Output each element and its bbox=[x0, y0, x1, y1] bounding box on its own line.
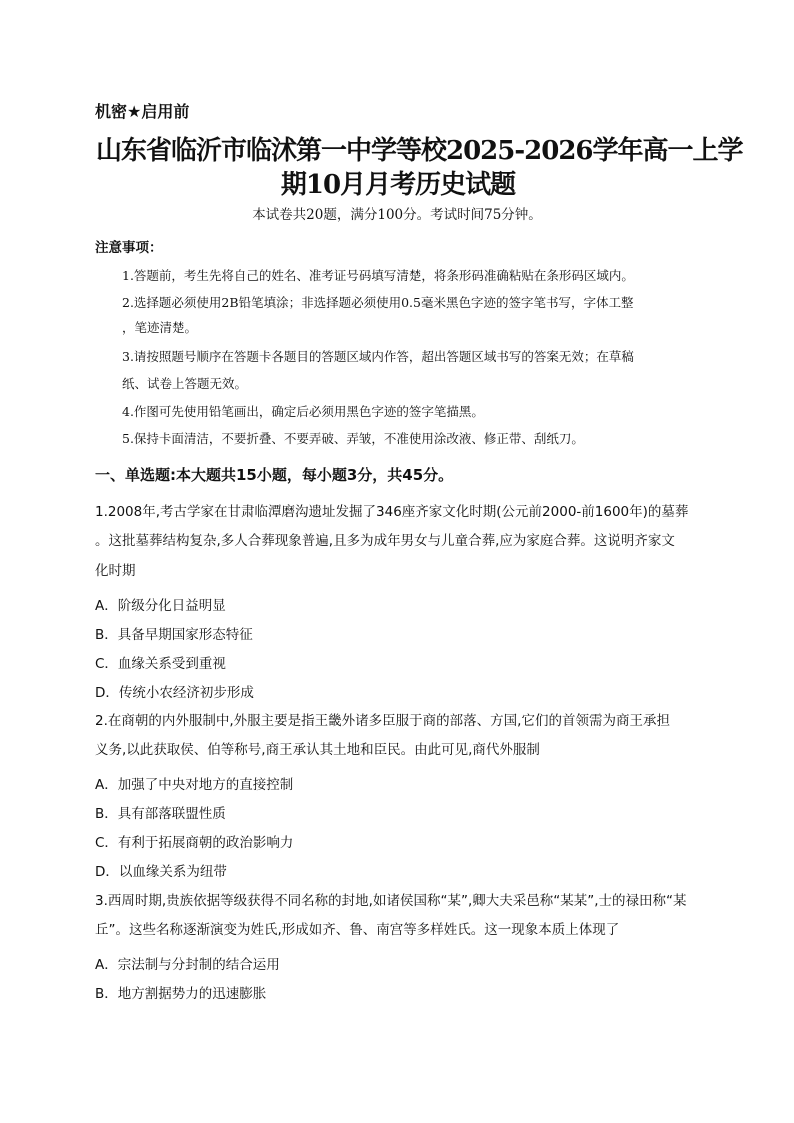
exam-title-line-2: 期10月月考历史试题 bbox=[280, 170, 516, 200]
question-3-option-b: B．地方割据势力的迅速膨胀 bbox=[95, 986, 267, 1002]
notice-item: 纸、试卷上答题无效。 bbox=[122, 376, 248, 391]
exam-info: 本试卷共20题，满分100分。考试时间75分钟。 bbox=[252, 207, 542, 223]
notice-item: 4.作图可先使用铅笔画出，确定后必须用黑色字迹的签字笔描黑。 bbox=[122, 404, 484, 419]
notice-item: 2.选择题必须使用2B铅笔填涂；非选择题必须使用0.5毫米黑色字迹的签字笔书写，字体工整 bbox=[122, 295, 634, 310]
notice-item: ，笔迹清楚。 bbox=[122, 320, 198, 335]
question-2-option-a: A．加强了中央对地方的直接控制 bbox=[95, 777, 294, 793]
question-1-line: 。这批墓葬结构复杂,多人合葬现象普遍,且多为成年男女与儿童合葬,应为家庭合葬。这说明齐家文 bbox=[95, 533, 675, 549]
question-1-option-c: C．血缘关系受到重视 bbox=[95, 656, 226, 672]
question-2-option-d: D．以血缘关系为纽带 bbox=[95, 864, 227, 880]
section-heading: 一、单选题:本大题共15小题，每小题3分，共45分。 bbox=[95, 466, 454, 484]
question-1-line: 化时期 bbox=[95, 563, 136, 579]
question-1-option-a: A．阶级分化日益明显 bbox=[95, 598, 226, 614]
question-3-line: 3.西周时期,贵族依据等级获得不同名称的封地,如诸侯国称“某”,卿大夫采邑称“某某”,士的禄田称“某 bbox=[95, 893, 687, 909]
question-2-line: 2.在商朝的内外服制中,外服主要是指王畿外诸多臣服于商的部落、方国,它们的首领需为商王承担 bbox=[95, 713, 670, 729]
question-2-option-b: B．具有部落联盟性质 bbox=[95, 806, 226, 822]
question-2-option-c: C．有利于拓展商朝的政治影响力 bbox=[95, 835, 294, 851]
question-2-line: 义务,以此获取侯、伯等称号,商王承认其土地和臣民。由此可见,商代外服制 bbox=[95, 742, 540, 758]
confidential-label: 机密★启用前 bbox=[95, 102, 190, 121]
notice-item: 5.保持卡面清洁，不要折叠、不要弄破、弄皱，不准使用涂改液、修正带、刮纸刀。 bbox=[122, 431, 584, 446]
notice-heading: 注意事项： bbox=[95, 240, 163, 256]
question-1-line: 1.2008年,考古学家在甘肃临潭磨沟遗址发掘了346座齐家文化时期(公元前2000-前1600年)的墓葬 bbox=[95, 504, 689, 520]
notice-item: 1.答题前，考生先将自己的姓名、准考证号码填写清楚，将条形码准确粘贴在条形码区域内。 bbox=[122, 268, 634, 283]
question-3-line: 丘”。这些名称逐渐演变为姓氏,形成如齐、鲁、南宫等多样姓氏。这一现象本质上体现了 bbox=[95, 922, 620, 938]
question-1-option-d: D．传统小农经济初步形成 bbox=[95, 685, 254, 701]
question-1-option-b: B．具备早期国家形态特征 bbox=[95, 627, 253, 643]
notice-item: 3.请按照题号顺序在答题卡各题目的答题区域内作答，超出答题区域书写的答案无效；在草稿 bbox=[122, 349, 634, 364]
exam-title-line-1: 山东省临沂市临沭第一中学等校2025-2026学年高一上学 bbox=[96, 136, 743, 166]
question-3-option-a: A．宗法制与分封制的结合运用 bbox=[95, 957, 280, 973]
